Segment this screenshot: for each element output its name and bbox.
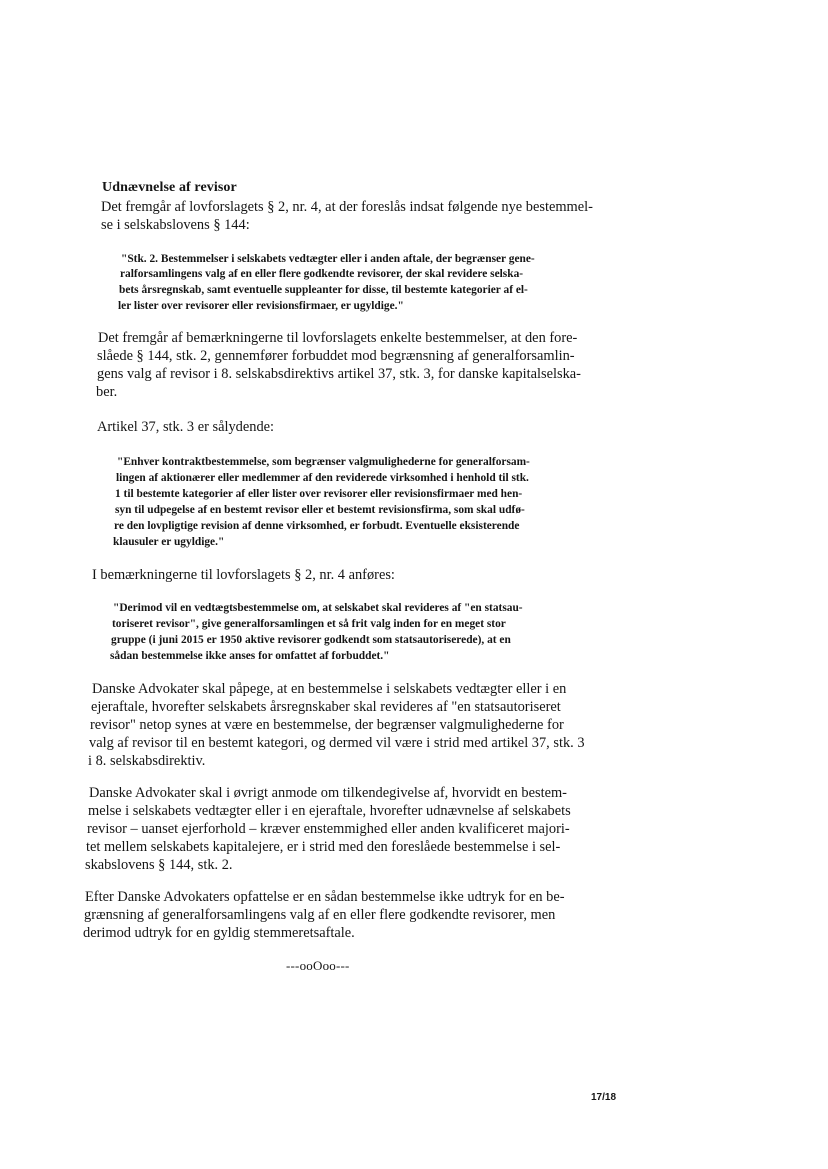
paragraph-line: ber. [96, 384, 118, 400]
paragraph-line: ejeraftale, hvorefter selskabets årsregnskaber skal revideres af "en statsautoriseret [91, 699, 561, 715]
paragraph-line: Danske Advokater skal påpege, at en bestemmelse i selskabets vedtægter eller i en [92, 681, 567, 697]
quote-line: ler lister over revisorer eller revisionsfirmaer, er ugyldige." [118, 300, 404, 312]
paragraph-line: revisor" netop synes at være en bestemmelse, der begrænser valgmulighederne for [90, 717, 564, 733]
paragraph-line: tet mellem selskabets kapitalejere, er i strid med den foreslåede bestemmelse i sel- [86, 839, 561, 855]
paragraph-line: Det fremgår af lovforslagets § 2, nr. 4, at der foreslås indsat følgende nye bestemmel- [101, 199, 593, 215]
paragraph-line: slåede § 144, stk. 2, gennemfører forbuddet mod begrænsning af generalforsamlin- [97, 348, 575, 364]
quote-line: toriseret revisor", give generalforsamlingen et så frit valg inden for en meget stor [112, 618, 506, 630]
quote-line: "Stk. 2. Bestemmelser i selskabets vedtægter eller i anden aftale, der begrænser gene- [121, 253, 535, 265]
paragraph-line: revisor – uanset ejerforhold – kræver enstemmighed eller anden kvalificeret majori- [87, 821, 570, 837]
paragraph-line: valg af revisor til en bestemt kategori, og dermed vil være i strid med artikel 37, stk. 3 [89, 735, 585, 751]
paragraph-line: melse i selskabets vedtægter eller i en ejeraftale, hvorefter udnævnelse af selskabets [88, 803, 571, 819]
paragraph-line: skabslovens § 144, stk. 2. [85, 857, 233, 873]
quote-line: "Enhver kontraktbestemmelse, som begrænser valgmulighederne for generalforsam- [117, 456, 530, 468]
paragraph-line: derimod udtryk for en gyldig stemmeretsaftale. [83, 925, 355, 941]
page-number: 17/18 [591, 1092, 617, 1103]
quote-line: bets årsregnskab, samt eventuelle suppleanter for disse, til bestemte kategorier af el- [119, 284, 528, 296]
paragraph-line: Danske Advokater skal i øvrigt anmode om tilkendegivelse af, hvorvidt en bestem- [89, 785, 567, 801]
paragraph-line: se i selskabslovens § 144: [101, 217, 250, 233]
quote-line: 1 til bestemte kategorier af eller lister over revisorer eller revisionsfirmaer med hen- [115, 488, 523, 500]
quote-line: lingen af aktionærer eller medlemmer af den reviderede virksomhed i henhold til stk. [116, 472, 529, 484]
paragraph-line: Artikel 37, stk. 3 er sålydende: [97, 419, 275, 435]
quote-line: sådan bestemmelse ikke anses for omfattet af forbuddet." [110, 650, 390, 662]
section-heading: Udnævnelse af revisor [102, 180, 237, 195]
paragraph-line: gens valg af revisor i 8. selskabsdirektivs artikel 37, stk. 3, for danske kapitalselska- [97, 366, 581, 382]
quote-line: re den lovpligtige revision af denne virksomhed, er forbudt. Eventuelle eksisterende [114, 520, 520, 532]
quote-line: "Derimod vil en vedtægtsbestemmelse om, at selskabet skal revideres af "en statsau- [113, 602, 523, 614]
paragraph-line: i 8. selskabsdirektiv. [88, 753, 206, 769]
quote-line: ralforsamlingens valg af en eller flere godkendte revisorer, der skal revidere selska- [120, 268, 524, 280]
quote-line: gruppe (i juni 2015 er 1950 aktive revisorer godkendt som statsautoriserede), at en [111, 634, 511, 646]
quote-line: klausuler er ugyldige." [113, 536, 225, 548]
paragraph-line: Efter Danske Advokaters opfattelse er en sådan bestemmelse ikke udtryk for en be- [85, 889, 565, 905]
closing-mark: ---ooOoo--- [286, 958, 350, 973]
paragraph-line: Det fremgår af bemærkningerne til lovforslagets enkelte bestemmelser, at den fore- [98, 330, 578, 346]
quote-line: syn til udpegelse af en bestemt revisor eller et bestemt revisionsfirma, som skal udfø- [115, 504, 525, 516]
paragraph-line: grænsning af generalforsamlingens valg af en eller flere godkendte revisorer, men [84, 907, 556, 923]
paragraph-line: I bemærkningerne til lovforslagets § 2, nr. 4 anføres: [92, 567, 395, 583]
